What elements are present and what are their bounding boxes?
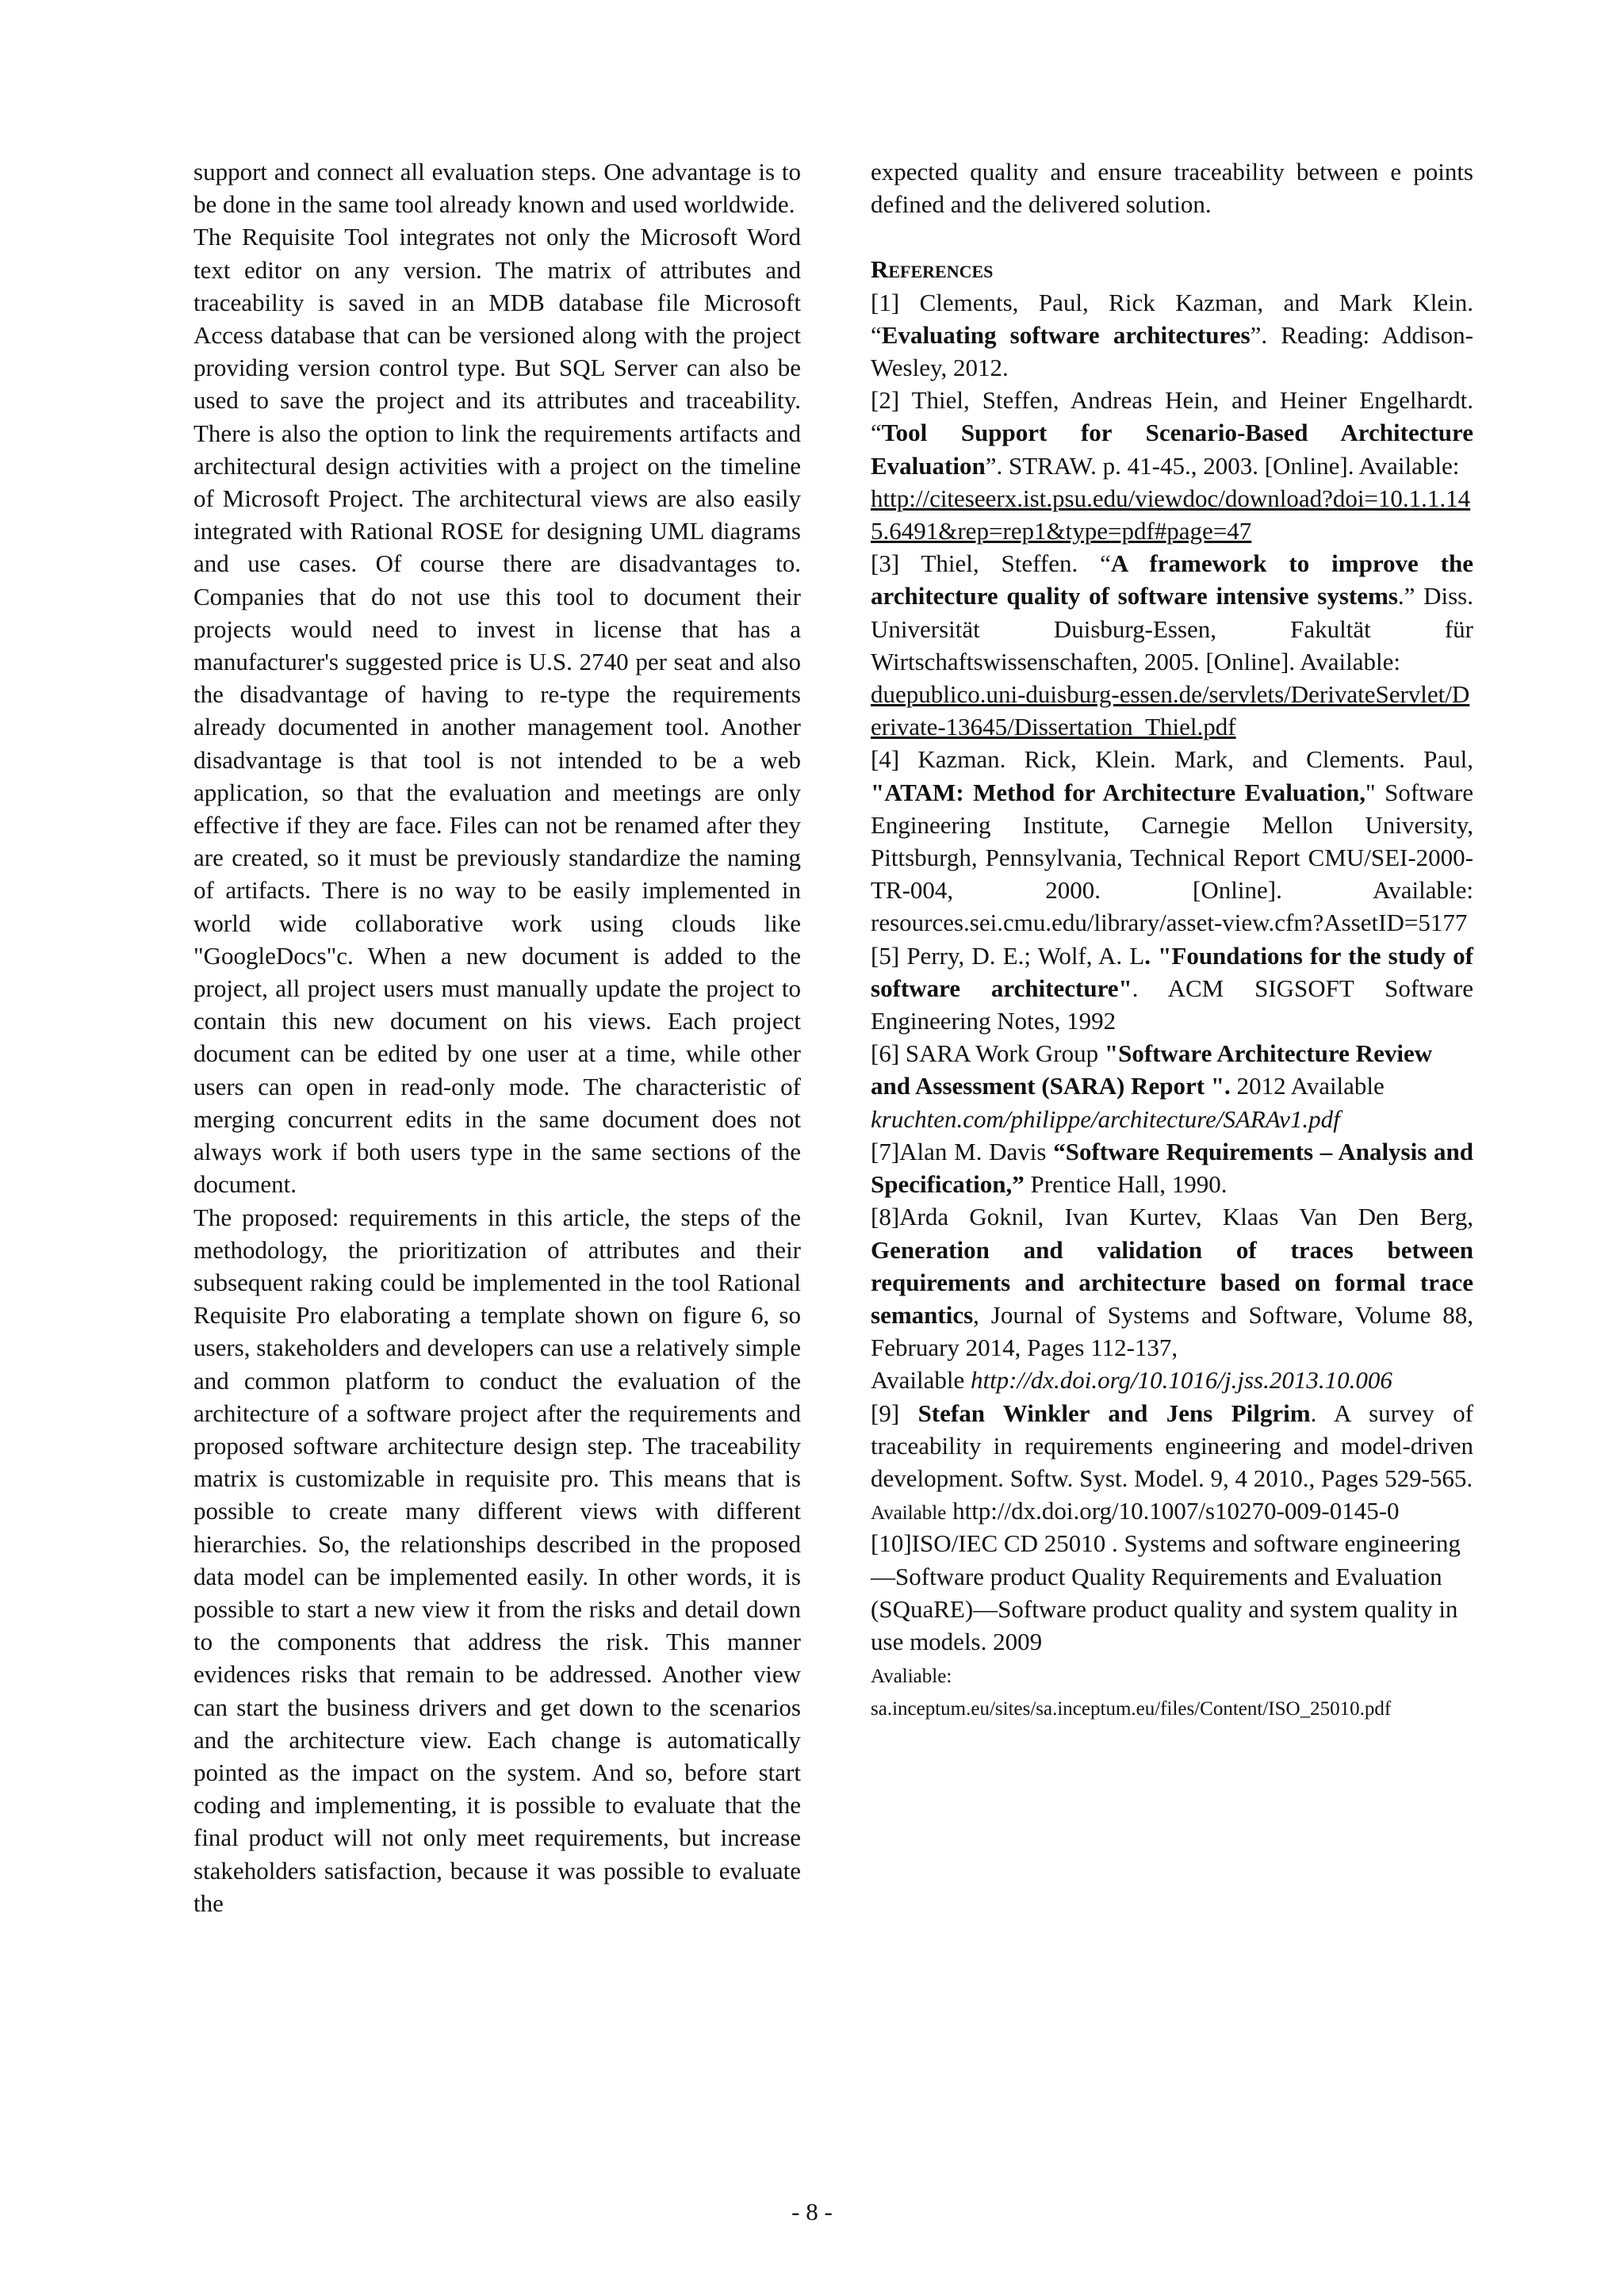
left-column [193,155,801,1919]
reference-link[interactable]: kruchten.com/philippe/architecture/SARAv1.pdf [871,1104,1340,1133]
reference-link[interactable]: duepublico.uni-duisburg-essen.de/servlets/DerivateServlet/Derivate-13645/Dissertation_Thiel.pdf [871,680,1470,741]
reference-link[interactable]: http://citeseerx.ist.psu.edu/viewdoc/download?doi=10.1.1.145.6491&rep=rep1&type=pdf#page=47 [871,484,1471,545]
reference-link[interactable]: http://dx.doi.org/10.1007/s10270-009-0145-0 [946,1497,1400,1525]
reference-3: [3] Thiel, Steffen. “A framework to improve the architecture quality of software intensive systems.” Diss. Universität Duisburg-Essen, Fakultät für Wirtschaftswissenschaften, 2005. [Online]. Available: duepublico.uni-duisburg-essen.de/servlets/DerivateServlet/Derivate-13645/Dissertation_Thiel.pdf [871,549,1473,741]
reference-10: [10]ISO/IEC CD 25010 . Systems and software engineering—Software product Quality Requirements and Evaluation (SQuaRE)—Software product quality and system quality in use models. 2009 Avaliable: sa.inceptum.eu/sites/sa.inceptum.eu/files/Content/ISO_25010.pdf [871,1529,1461,1720]
body-paragraph: The Requisite Tool integrates not only the Microsoft Word text editor on any version. The matrix of attributes and traceability is saved in an MDB database file Microsoft Access database that can be versioned along with the project providing version control type. But SQL Server can also be used to save the project and its attributes and traceability. There is also the option to link the requirements artifacts and architectural design activities with a project on the timeline of Microsoft Project. The architectural views are also easily integrated with Rational ROSE for designing UML diagrams and use cases. Of course there are disadvantages to. Companies that do not use this tool to document their projects would need to invest in license that has a manufacturer's suggested price is U.S. 2740 per seat and also the disadvantage of having to re-type the requirements already documented in another management tool. Another disadvantage is that tool is not intended to be a web application, so that the evaluation and meetings are only effective if they are face. Files can not be renamed after they are created, so it must be previously standardize the naming of artifacts. There is no way to be easily implemented in world wide collaborative work using clouds like "GoogleDocs"c. When a new document is added to the project, all project users must manually update the project to contain this new document on his views. Each project document can be edited by one user at a time, while other users can open in read-only mode. The characteristic of merging concurrent edits in the same document does not always work if both users type in the same sections of the document. [193,223,801,1199]
right-column [871,155,1473,1724]
reference-8: [8]Arda Goknil, Ivan Kurtev, Klaas Van Den Berg, Generation and validation of traces between requirements and architecture based on formal trace semantics, Journal of Systems and Software, Volume 88, February 2014, Pages 112-137, Available http://dx.doi.org/10.1016/j.jss.2013.10.006 [871,1203,1473,1395]
references-heading: References [871,255,994,284]
reference-2: [2] Thiel, Steffen, Andreas Hein, and Heiner Engelhardt. “Tool Support for Scenario-Based Architecture Evaluation”. STRAW. p. 41-45., 2003. [Online]. Available: http://citeseerx.ist.psu.edu/viewdoc/download?doi=10.1.1.145.6491&rep=rep1&type=pdf#page=47 [871,386,1473,545]
reference-link[interactable]: sa.inceptum.eu/sites/sa.inceptum.eu/files/Content/ISO_25010.pdf [871,1698,1392,1720]
body-paragraph: expected quality and ensure traceability between e points defined and the delivered solution. [871,158,1473,219]
reference-9: [9] Stefan Winkler and Jens Pilgrim. A survey of traceability in requirements engineering and model-driven development. Softw. Syst. Model. 9, 4 2010., Pages 529-565. Available http://dx.doi.org/10.1007/s10270-009-0145-0 [871,1399,1473,1525]
reference-4: [4] Kazman. Rick, Klein. Mark, and Clements. Paul, "ATAM: Method for Architecture Evaluation," Software Engineering Institute, Carnegie Mellon University, Pittsburgh, Pennsylvania, Technical Report CMU/SEI-2000-TR-004, 2000. [Online]. Available: resources.sei.cmu.edu/library/asset-view.cfm?AssetID=5177 [871,745,1473,937]
body-paragraph: The proposed: requirements in this article, the steps of the methodology, the prioritization of attributes and their subsequent raking could be implemented in the tool Rational Requisite Pro elaborating a template shown on figure 6, so users, stakeholders and developers can use a relatively simple and common platform to conduct the evaluation of the architecture of a software project after the requirements and proposed software architecture design step. The traceability matrix is customizable in requisite pro. This means that is possible to create many different views with different hierarchies. So, the relationships described in the proposed data model can be implemented easily. In other words, it is possible to start a new view it from the risks and detail down to the components that address the risk. This manner evidences risks that remain to be addressed. Another view can start the business drivers and get down to the scenarios and the architecture view. Each change is automatically pointed as the impact on the system. And so, before start coding and implementing, it is possible to evaluate that the final product will not only meet requirements, but increase stakeholders satisfaction, because it was possible to evaluate the [193,1203,801,1917]
reference-1: [1] Clements, Paul, Rick Kazman, and Mark Klein. “Evaluating software architectures”. Reading: Addison-Wesley, 2012. [871,288,1473,382]
page-number: - 8 - [791,2198,833,2225]
body-paragraph: support and connect all evaluation steps. One advantage is to be done in the same tool already known and used worldwide. [193,158,801,219]
reference-link[interactable]: http://dx.doi.org/10.1016/j.jss.2013.10.006 [970,1366,1392,1395]
reference-7: [7]Alan M. Davis “Software Requirements – Analysis and Specification,” Prentice Hall, 1990. [871,1137,1473,1199]
reference-6: [6] SARA Work Group "Software Architecture Review and Assessment (SARA) Report ". 2012 Available kruchten.com/philippe/architecture/SARAv1.pdf [871,1039,1433,1133]
reference-5: [5] Perry, D. E.; Wolf, A. L. "Foundations for the study of software architecture". ACM SIGSOFT Software Engineering Notes, 1992 [871,941,1473,1035]
